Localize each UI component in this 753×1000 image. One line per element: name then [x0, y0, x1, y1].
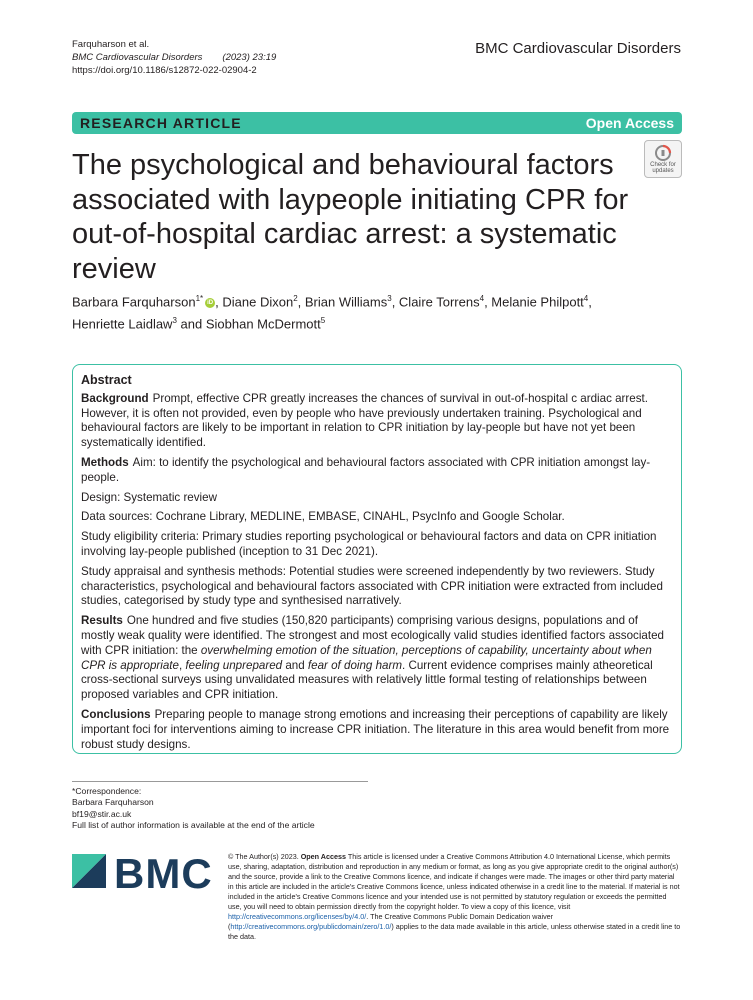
author-name[interactable]: Siobhan McDermott — [205, 316, 321, 332]
bmc-logo-text: BMC — [114, 850, 213, 897]
methods-appraisal: Study appraisal and synthesis methods: Potential studies were screened independently by two reviewers. Study characteristics, psychological and behavioural factors associated with CPR initiation were extracted from included studies, categorised by study type and synthesised narratively. — [81, 564, 663, 608]
abstract-heading: Abstract — [81, 373, 132, 387]
bmc-logo[interactable] — [72, 852, 212, 900]
correspondence-name: Barbara Farquharson — [72, 797, 154, 808]
background-text: Prompt, effective CPR greatly increases the chances of survival in out-of-hospital c ardiac arrest. However, it is often not provided, even by people who have previously undertaken training. Psychological and behavioural factors are likely to be important in relation to CPR initiation by lay-people but have not yet been systematically identified. — [81, 391, 648, 450]
article-type-banner — [72, 112, 682, 134]
author-affiliation: 4 — [479, 294, 485, 303]
correspondence-label: *Correspondence: — [72, 786, 142, 796]
author-name[interactable]: Diane Dixon — [222, 294, 294, 310]
abstract-conclusions — [81, 708, 673, 752]
header-doi-link[interactable]: https://doi.org/10.1186/s12872-022-02904-2 — [72, 65, 257, 76]
author-name[interactable]: Claire Torrens — [398, 294, 480, 310]
cc-by-license-link[interactable]: http://creativecommons.org/licenses/by/4.0/ — [228, 912, 367, 921]
methods-text: Aim: to identify the psychological and behavioural factors associated with CPR initiation amongst lay-people. — [81, 455, 651, 484]
check-for-updates-badge[interactable] — [644, 140, 682, 178]
author-list: Barbara Farquharson$^{1*}$ iD , Diane Dixon$^2$, Brian Williams$^3$, Claire Torrens$^4$, Melanie Philpott$^4$, Henriette Laidlaw$^3$ and Siobhan McDermott$^5$ — [72, 294, 592, 332]
check-updates-text-1: Check for — [650, 161, 676, 168]
header-authors: Farquharson et al. — [72, 39, 150, 50]
results-emphasis-1: overwhelming emotion of the situation, perceptions of capability, uncertainty about when CPR is appropriate — [81, 643, 652, 672]
results-text-2: , — [178, 658, 186, 672]
author-affiliation: 5 — [320, 316, 326, 326]
methods-sources: Data sources: Cochrane Library, MEDLINE, EMBASE, CINAHL, PsycInfo and Google Scholar. — [81, 510, 565, 524]
article-type-label: RESEARCH ARTICLE — [80, 115, 242, 131]
results-text-1: One hundred and five studies (150,820 participants) comprising various designs, populations and of mostly weak quality were identified. The strongest and most ecologically valid studies identified factors associated with CPR initiation: the — [81, 614, 664, 657]
license-notice — [228, 852, 682, 942]
open-access-label: Open Access — [585, 115, 674, 131]
methods-eligibility: Study eligibility criteria: Primary studies reporting psychological or behavioural factors and data on CPR initiation involving lay-people published (inception to 31 Dec 2021). — [81, 530, 657, 558]
results-text-3: and — [282, 658, 308, 672]
authors-conjunction: and — [180, 316, 203, 332]
author-affiliation: 2 — [293, 294, 298, 303]
results-emphasis-3: fear of doing harm — [307, 658, 402, 672]
conclusions-text: Preparing people to manage strong emotions and increasing their perceptions of capability are likely important foci for interventions aiming to increase CPR initiation. The literature in this area would benefit from more robust study designs. — [81, 707, 670, 751]
results-text-4: . Current evidence comprises mainly atheoretical cross-sectional surveys using unvalidated measures with relatively little formal testing of relationships between proposed variables and CPR initiation. — [81, 658, 653, 702]
header-year-volume: (2023) 23:19 — [222, 52, 277, 63]
results-label: Results — [81, 614, 123, 628]
author-name[interactable]: Barbara Farquharson — [72, 294, 196, 310]
license-body-2: . The Creative Commons Public Domain Dedication waiver ( — [228, 912, 554, 931]
journal-name-right: BMC Cardiovascular Disorders — [475, 40, 681, 57]
author-name[interactable]: Melanie Philpott — [491, 294, 584, 310]
author-affiliation: 3 — [172, 316, 177, 326]
author-info-note: Full list of author information is available at the end of the article — [72, 820, 315, 831]
background-label: Background — [81, 391, 149, 405]
author-affiliation: 3 — [387, 294, 392, 303]
abstract-methods — [81, 456, 673, 486]
check-updates-icon — [654, 144, 672, 162]
footnote-divider — [72, 781, 368, 782]
license-body-1: This article is licensed under a Creative Commons Attribution 4.0 International License, which permits use, sharing, adaptation, distribution and reproduction in any medium or format, as long as you give appropriate credit to the original author(s) and the source, provide a link to the Creative Commons licence, and indicate if changes were made. The images or other third party material in this article are included in the article's Creative Commons licence, unless indicated otherwise in a credit line to the material. If material is not included in the article's Creative Commons licence and your intended use is not permitted by statutory regulation or exceeds the permitted use, you will need to obtain permission directly from the copyright holder. To view a copy of this licence, visit — [228, 852, 680, 911]
methods-design: Design: Systematic review — [81, 490, 217, 504]
header-journal: BMC Cardiovascular Disorders — [72, 52, 203, 63]
license-body-3: ) applies to the data made available in this article, unless otherwise stated in a credit line to the data. — [228, 922, 681, 941]
cc0-waiver-link[interactable]: http://creativecommons.org/publicdomain/zero/1.0/ — [230, 922, 392, 931]
abstract-results — [81, 614, 673, 703]
check-updates-text-2: updates — [652, 168, 674, 174]
author-name[interactable]: Henriette Laidlaw — [72, 316, 173, 332]
conclusions-label: Conclusions — [81, 707, 151, 721]
running-header — [72, 38, 276, 77]
correspondence-block — [72, 786, 315, 832]
copyright-text: © The Author(s) 2023. — [228, 852, 299, 861]
author-affiliation: 1* — [195, 294, 204, 303]
paper-title: The psychological and behavioural factors associated with laypeople initiating CPR for out-of-hospital cardiac arrest: a systematic review — [72, 149, 629, 285]
orcid-icon[interactable]: iD — [207, 299, 214, 306]
methods-label: Methods — [81, 455, 129, 469]
author-affiliation: 4 — [583, 294, 589, 303]
correspondence-email[interactable]: bf19@stir.ac.uk — [72, 808, 132, 819]
open-access-bold: Open Access — [300, 852, 346, 861]
author-name[interactable]: Brian Williams — [304, 294, 388, 310]
abstract-box — [72, 364, 682, 754]
abstract-background — [81, 392, 673, 451]
results-emphasis-2: feeling unprepared — [185, 658, 283, 672]
bmc-logo-mark-icon — [72, 854, 106, 888]
